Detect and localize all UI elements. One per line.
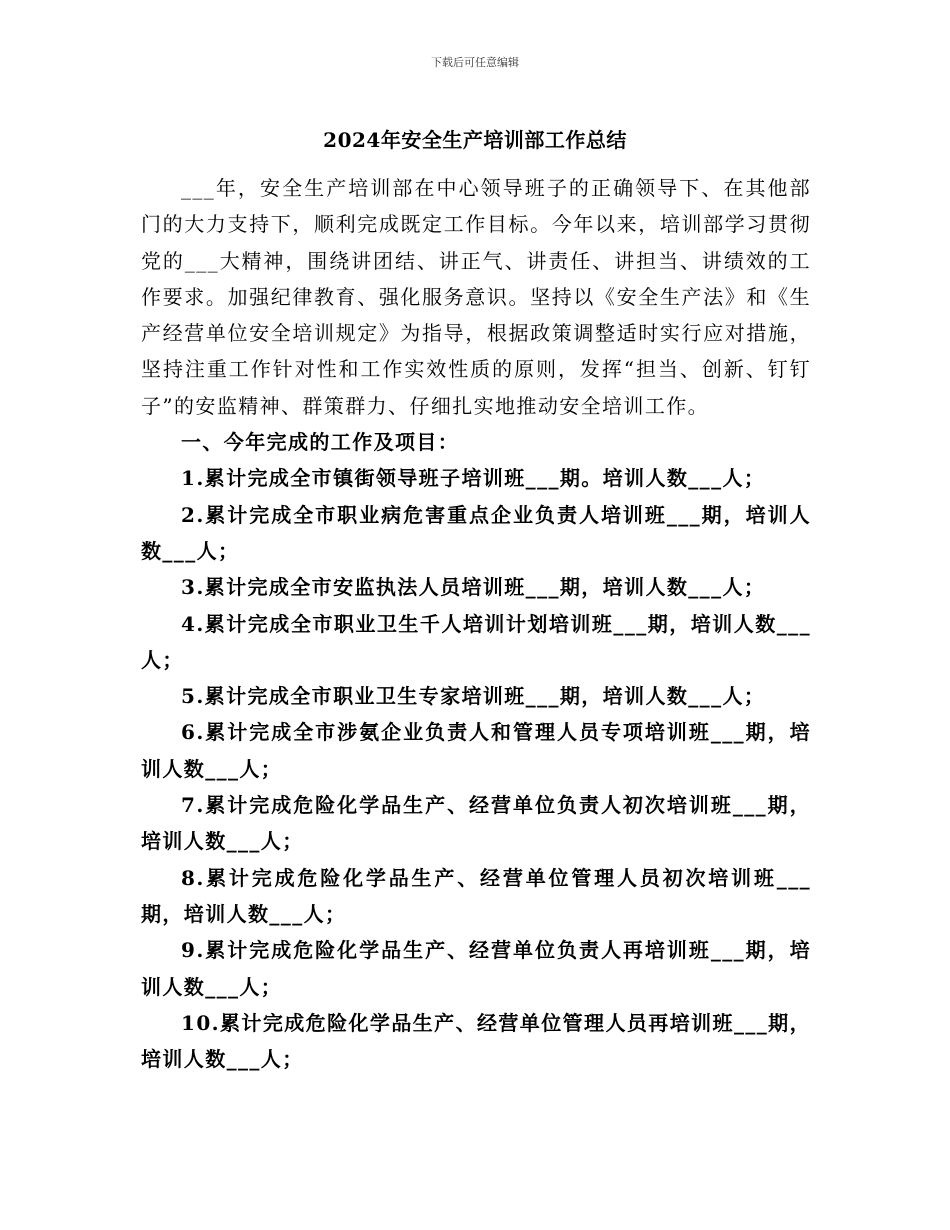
list-item: 3.累计完成全市安监执法人员培训班___期，培训人数___人；: [181, 575, 766, 600]
intro-paragraph: ___年，安全生产培训部在中心领导班子的正确领导下、在其他部门的大力支持下，顺利完成既定工作目标。今年以来，培训部学习贯彻党的___大精神，围绕讲团结、讲正气、讲责任、讲担当、讲绩效的工作要求。加强纪律教育、强化服务意识。坚持以《安全生产法》和《生产经营单位安全培训规定》为指导，根据政策调整适时实行应对措施，坚持注重工作针对性和工作实效性质的原则，发挥“担当、创新、钉钉子”的安监精神、群策群力、仔细扎实地推动安全培训工作。: [141, 176, 811, 418]
list-item: 7.累计完成危险化学品生产、经营单位负责人初次培训班___期，培训人数___人；: [141, 793, 811, 854]
header-note: 下载后可任意编辑: [431, 56, 519, 69]
list-item: 5.累计完成全市职业卫生专家培训班___期，培训人数___人；: [181, 684, 766, 709]
list-item: 2.累计完成全市职业病危害重点企业负责人培训班___期，培训人数___人；: [141, 502, 811, 563]
section-heading: 一、今年完成的工作及项目：: [181, 430, 460, 455]
list-item: 4.累计完成全市职业卫生千人培训计划培训班___期，培训人数___人；: [141, 611, 811, 672]
list-item: 6.累计完成全市涉氨企业负责人和管理人员专项培训班___期，培训人数___人；: [141, 720, 811, 781]
document-title: 2024年安全生产培训部工作总结: [323, 128, 627, 152]
list-item: 10.累计完成危险化学品生产、经营单位管理人员再培训班___期，培训人数___人；: [141, 1010, 811, 1072]
list-item: 1.累计完成全市镇街领导班子培训班___期。培训人数___人；: [181, 466, 766, 491]
document-body: [141, 170, 811, 1077]
list-item: 8.累计完成危险化学品生产、经营单位管理人员初次培训班___期，培训人数___人；: [141, 865, 811, 926]
list-item: 9.累计完成危险化学品生产、经营单位负责人再培训班___期，培训人数___人；: [141, 938, 811, 999]
